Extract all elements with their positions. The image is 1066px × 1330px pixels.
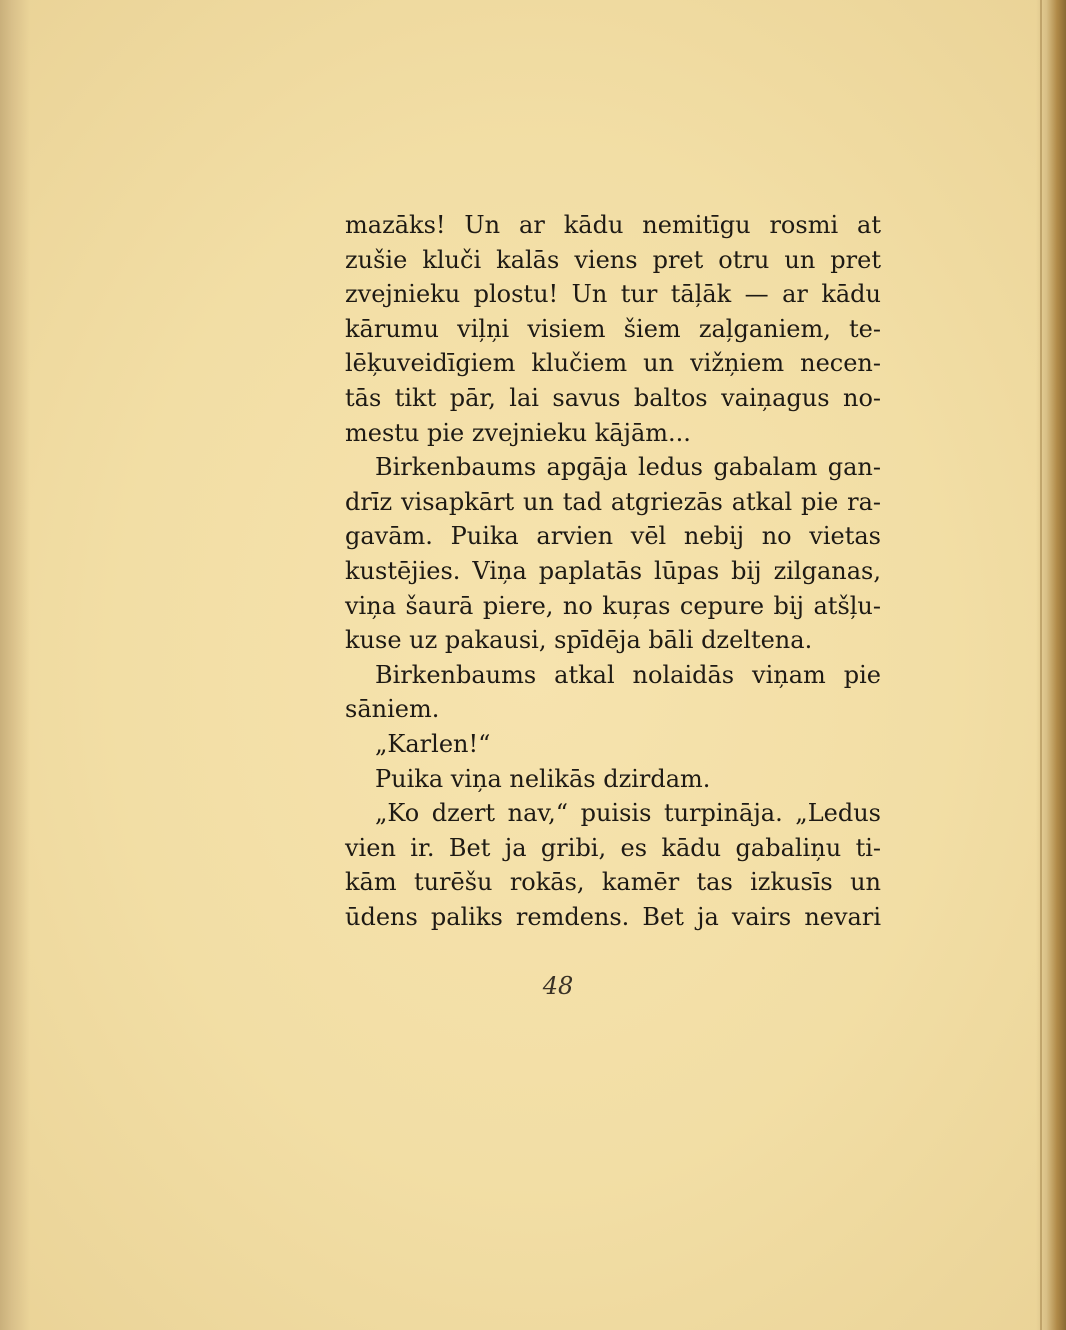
text-line: kustējies. Viņa paplatās lūpas bij zilganas, bbox=[345, 556, 881, 585]
text-line: zušie kluči kalās viens pret otru un pret bbox=[345, 245, 881, 274]
page-number: 48 bbox=[542, 972, 574, 1000]
text-line: drīz visapkārt un tad atgriezās atkal pie ra- bbox=[345, 487, 881, 516]
text-line: mestu pie zvejnieku kājām... bbox=[345, 418, 691, 447]
text-line: Birkenbaums atkal nolaidās viņam pie bbox=[375, 660, 881, 689]
text-line: lēķuveidīgiem klučiem un vižņiem necen- bbox=[345, 349, 881, 378]
text-line: kuse uz pakausi, spīdēja bāli dzeltena. bbox=[345, 626, 813, 655]
text-line: „Ko dzert nav,“ puisis turpināja. „Ledus bbox=[375, 799, 881, 828]
text-line: ūdens paliks remdens. Bet ja vairs nevari bbox=[345, 902, 881, 931]
text-line: viņa šaurā piere, no kuŗas cepure bij atšļu- bbox=[345, 591, 881, 620]
page-edge-line bbox=[1040, 0, 1042, 1330]
text-line: mazāks! Un ar kādu nemitīgu rosmi at bbox=[345, 211, 881, 239]
text-line: zvejnieku plostu! Un tur tāļāk — ar kādu bbox=[345, 280, 881, 309]
text-line: kārumu viļņi visiem šiem zaļganiem, te- bbox=[345, 314, 881, 343]
text-line: tās tikt pār, lai savus baltos vaiņagus no- bbox=[345, 383, 881, 412]
text-line: vien ir. Bet ja gribi, es kādu gabaliņu ti- bbox=[345, 833, 881, 862]
text-line: sāniem. bbox=[345, 695, 440, 724]
text-line: kām turēšu rokās, kamēr tas izkusīs un bbox=[345, 868, 881, 897]
text-line: Puika viņa nelikās dzirdam. bbox=[375, 764, 711, 793]
text-line: Birkenbaums apgāja ledus gabalam gan- bbox=[375, 453, 881, 482]
binding-shadow bbox=[0, 0, 30, 1330]
body-text bbox=[345, 208, 881, 934]
text-line: gavām. Puika arvien vēl nebij no vietas bbox=[345, 522, 881, 551]
text-line: „Karlen!“ bbox=[375, 729, 491, 758]
